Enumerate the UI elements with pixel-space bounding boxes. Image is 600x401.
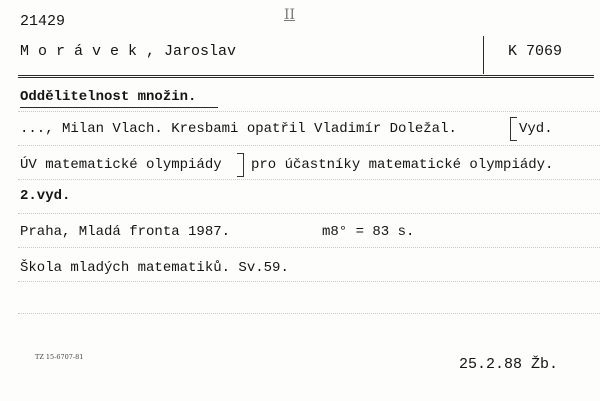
author-heading: M o r á v e k , Jaroslav: [20, 43, 237, 60]
shelfmark: K 7069: [508, 43, 563, 60]
dotted-rule: [18, 247, 600, 248]
dotted-rule: [18, 313, 600, 314]
dotted-rule: [18, 145, 600, 146]
series-statement: Škola mladých matematiků. Sv.59.: [20, 260, 289, 276]
collation: m8° = 83 s.: [322, 224, 415, 240]
heading-rule-upper: [18, 75, 594, 76]
description-line-2b: pro účastníky matematické olympiády.: [251, 157, 554, 173]
roman-numeral: II: [284, 7, 296, 23]
dotted-rule: [18, 111, 600, 112]
dotted-rule: [18, 281, 600, 282]
title-underline: [20, 107, 218, 108]
catalog-date-initials: 25.2.88 Žb.: [459, 356, 559, 373]
dotted-rule: [18, 179, 600, 180]
title: Oddělitelnost množin.: [20, 89, 197, 105]
bracket-open: [510, 117, 517, 141]
bracket-close: [237, 153, 244, 177]
printer-code: TZ 15-6707-81: [35, 353, 84, 361]
description-line-2a: ÚV matematické olympiády: [20, 157, 222, 173]
edition: 2.vyd.: [20, 188, 71, 204]
description-line-1-end: Vyd.: [519, 121, 553, 137]
imprint: Praha, Mladá fronta 1987.: [20, 224, 231, 240]
shelfmark-divider: [483, 36, 484, 74]
card-number: 21429: [20, 13, 66, 30]
heading-rule-lower: [18, 77, 594, 78]
dotted-rule: [18, 213, 600, 214]
description-line-1: ..., Milan Vlach. Kresbami opatřil Vladimír Doležal.: [20, 121, 457, 137]
